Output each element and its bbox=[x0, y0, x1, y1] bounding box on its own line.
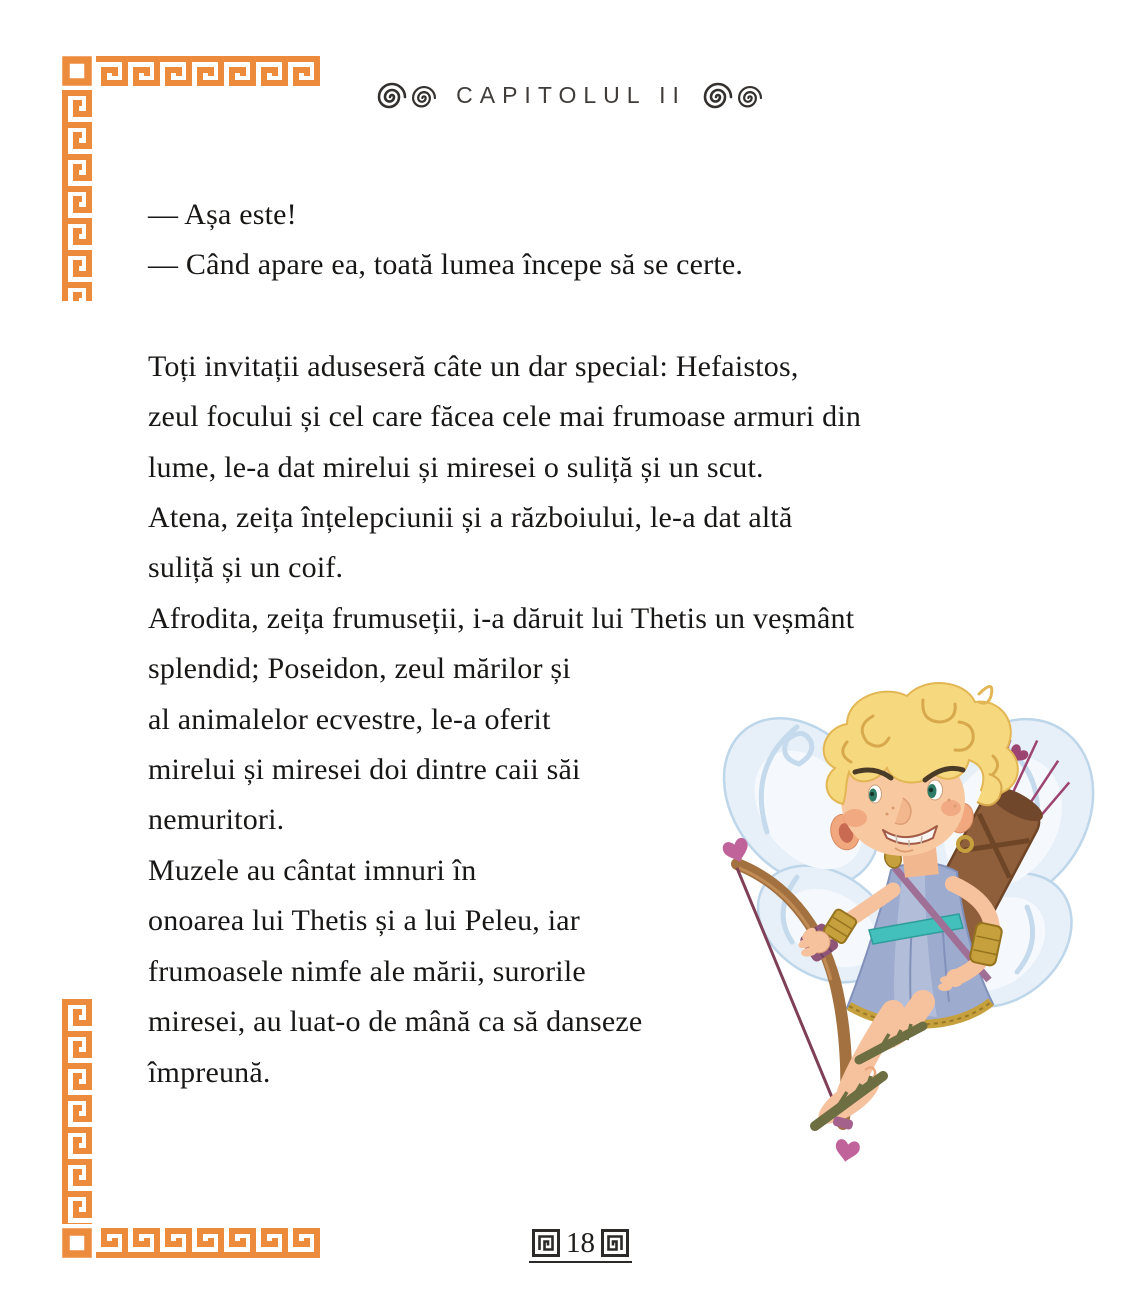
square-spiral-icon bbox=[532, 1229, 560, 1257]
spiral-ornament-icon bbox=[701, 78, 767, 114]
dialogue-line: — Așa este! bbox=[148, 198, 297, 231]
greek-key-border-left-top bbox=[62, 90, 92, 301]
story-line: Atena, zeița înțelepciunii și a războiului, le-a dat altă bbox=[148, 501, 793, 535]
story-text bbox=[148, 190, 861, 1098]
story-line: lume, le-a dat mirelui și miresei o suliță și un scut. bbox=[148, 450, 764, 484]
gold-hem bbox=[849, 1002, 991, 1024]
greek-key-border-left-bottom bbox=[62, 999, 92, 1224]
story-line: Muzele au cântat imnuri în bbox=[148, 853, 477, 887]
spiral-ornament-icon bbox=[375, 78, 441, 114]
quiver bbox=[910, 729, 1079, 961]
story-line: zeul focului și cel care făcea cele mai frumoase armuri din bbox=[148, 400, 862, 434]
quiver-strap bbox=[895, 868, 989, 980]
bow-tassel bbox=[832, 1116, 861, 1164]
story-line: frumoasele nimfe ale mării, surorile bbox=[148, 954, 586, 988]
earring bbox=[958, 837, 972, 851]
story-line: Afrodita, zeița frumuseții, i-a dăruit lui Thetis un veșmânt bbox=[148, 601, 855, 635]
story-line: onoarea lui Thetis și a lui Peleu, iar bbox=[148, 904, 580, 938]
dialogue-line: — Când apare ea, toată lumea începe să se certe. bbox=[148, 248, 744, 282]
tunic bbox=[847, 863, 993, 1027]
heart-arrows bbox=[937, 719, 1030, 767]
story-line: nemuritori. bbox=[148, 803, 285, 837]
page-number: 18 bbox=[566, 1227, 595, 1259]
story-line: împreună. bbox=[148, 1055, 271, 1089]
greek-key-border-bottom bbox=[96, 1228, 320, 1258]
chapter-title: CAPITOLUL II bbox=[456, 81, 686, 108]
face bbox=[855, 768, 963, 851]
page-footer bbox=[529, 1229, 632, 1263]
chapter-header bbox=[0, 78, 1142, 114]
story-line: splendid; Poseidon, zeul mărilor și bbox=[148, 652, 571, 686]
story-line: mirelui și miresei doi dintre caii săi bbox=[148, 753, 581, 787]
story-line: suliță și un coif. bbox=[148, 551, 344, 585]
story-line: al animalelor ecvestre, le-a oferit bbox=[148, 702, 551, 736]
story-line: Toți invitații aduseseră câte un dar special: Hefaistos, bbox=[148, 349, 799, 383]
square-spiral-icon bbox=[601, 1229, 629, 1257]
belt bbox=[869, 914, 963, 944]
story-line: miresei, au luat-o de mână ca să danseze bbox=[148, 1005, 643, 1039]
greek-key-corner-bottom-left bbox=[62, 1228, 92, 1258]
left-arm bbox=[938, 884, 1003, 991]
